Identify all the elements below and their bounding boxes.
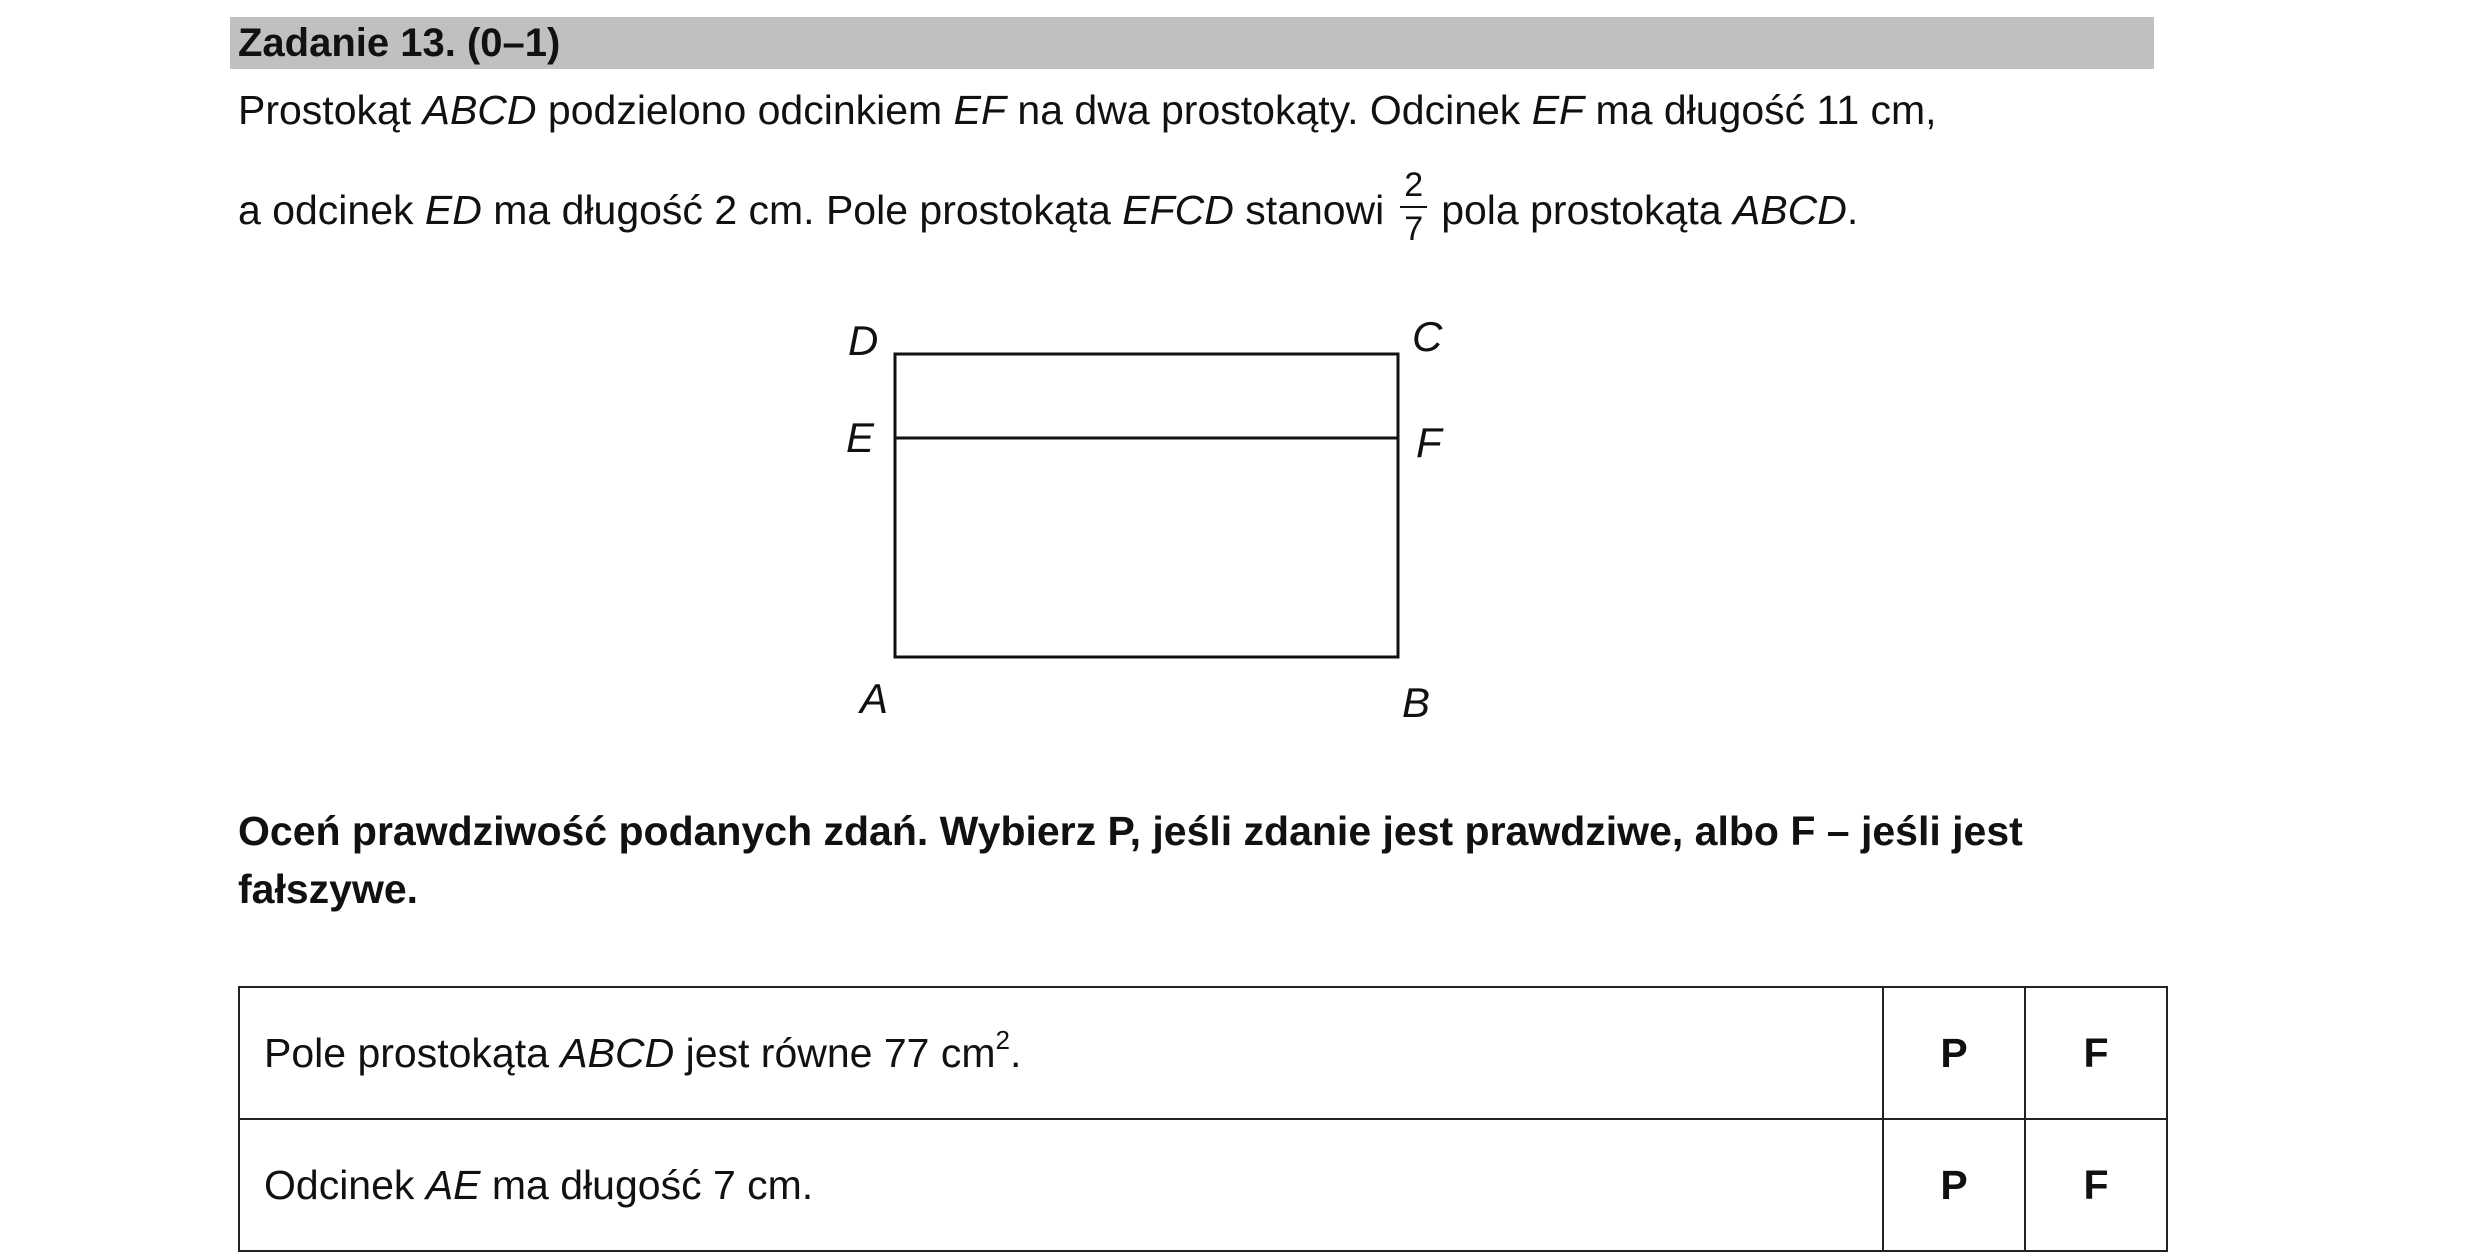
instruction: Oceń prawdziwość podanych zdań. Wybierz P, jeśli zdanie jest prawdziwe, albo F – jeśli jest fałszywe. [238, 808, 2023, 912]
text: ma długość 11 cm, [1584, 87, 1937, 133]
term-ed: ED [424, 186, 482, 233]
rectangle-abcd [895, 354, 1398, 657]
term-ef: EF [953, 87, 1007, 133]
text: pola prostokąta [1441, 186, 1733, 233]
text: . [1846, 186, 1859, 233]
vertex-label-a: A [860, 675, 889, 722]
option-f-2[interactable]: F [2025, 1119, 2167, 1251]
term-abcd: ABCD [422, 87, 537, 133]
fraction-numerator: 2 [1404, 166, 1424, 204]
term-ae: AE [425, 1161, 481, 1208]
text: Prostokąt [238, 87, 423, 133]
term-ef: EF [1531, 87, 1585, 133]
term-efcd: EFCD [1122, 186, 1234, 233]
task-title: Zadanie 13. (0–1) [238, 21, 561, 65]
text: a odcinek [238, 186, 425, 233]
text: Pole prostokąta [264, 1029, 561, 1076]
term-abcd: ABCD [1732, 186, 1847, 233]
vertex-label-f: F [1416, 419, 1442, 466]
text: Odcinek [264, 1161, 426, 1208]
vertex-label-b: B [1402, 679, 1431, 726]
superscript: 2 [995, 1024, 1010, 1055]
statement-cell [239, 987, 1883, 1119]
vertex-label-c: C [1412, 313, 1443, 360]
statement-cell [239, 1119, 1883, 1251]
text: podzielono odcinkiem [536, 87, 954, 133]
text: stanowi [1233, 186, 1385, 233]
table-row [239, 987, 2167, 1119]
text: jest równe 77 cm [674, 1029, 996, 1076]
fraction-denominator: 7 [1404, 210, 1424, 248]
text: . [1009, 1029, 1022, 1076]
text: ma długość 7 cm. [480, 1161, 814, 1208]
text: ma długość 2 cm. Pole prostokąta [481, 186, 1123, 233]
text: na dwa prostokąty. Odcinek [1006, 87, 1532, 133]
option-p-2[interactable]: P [1883, 1119, 2025, 1251]
vertex-label-d: D [848, 317, 879, 364]
true-false-table [238, 986, 2168, 1252]
option-p-1[interactable]: P [1883, 987, 2025, 1119]
table-row [239, 1119, 2167, 1251]
term-abcd: ABCD [560, 1029, 675, 1076]
vertex-label-e: E [846, 414, 875, 461]
option-f-1[interactable]: F [2025, 987, 2167, 1119]
